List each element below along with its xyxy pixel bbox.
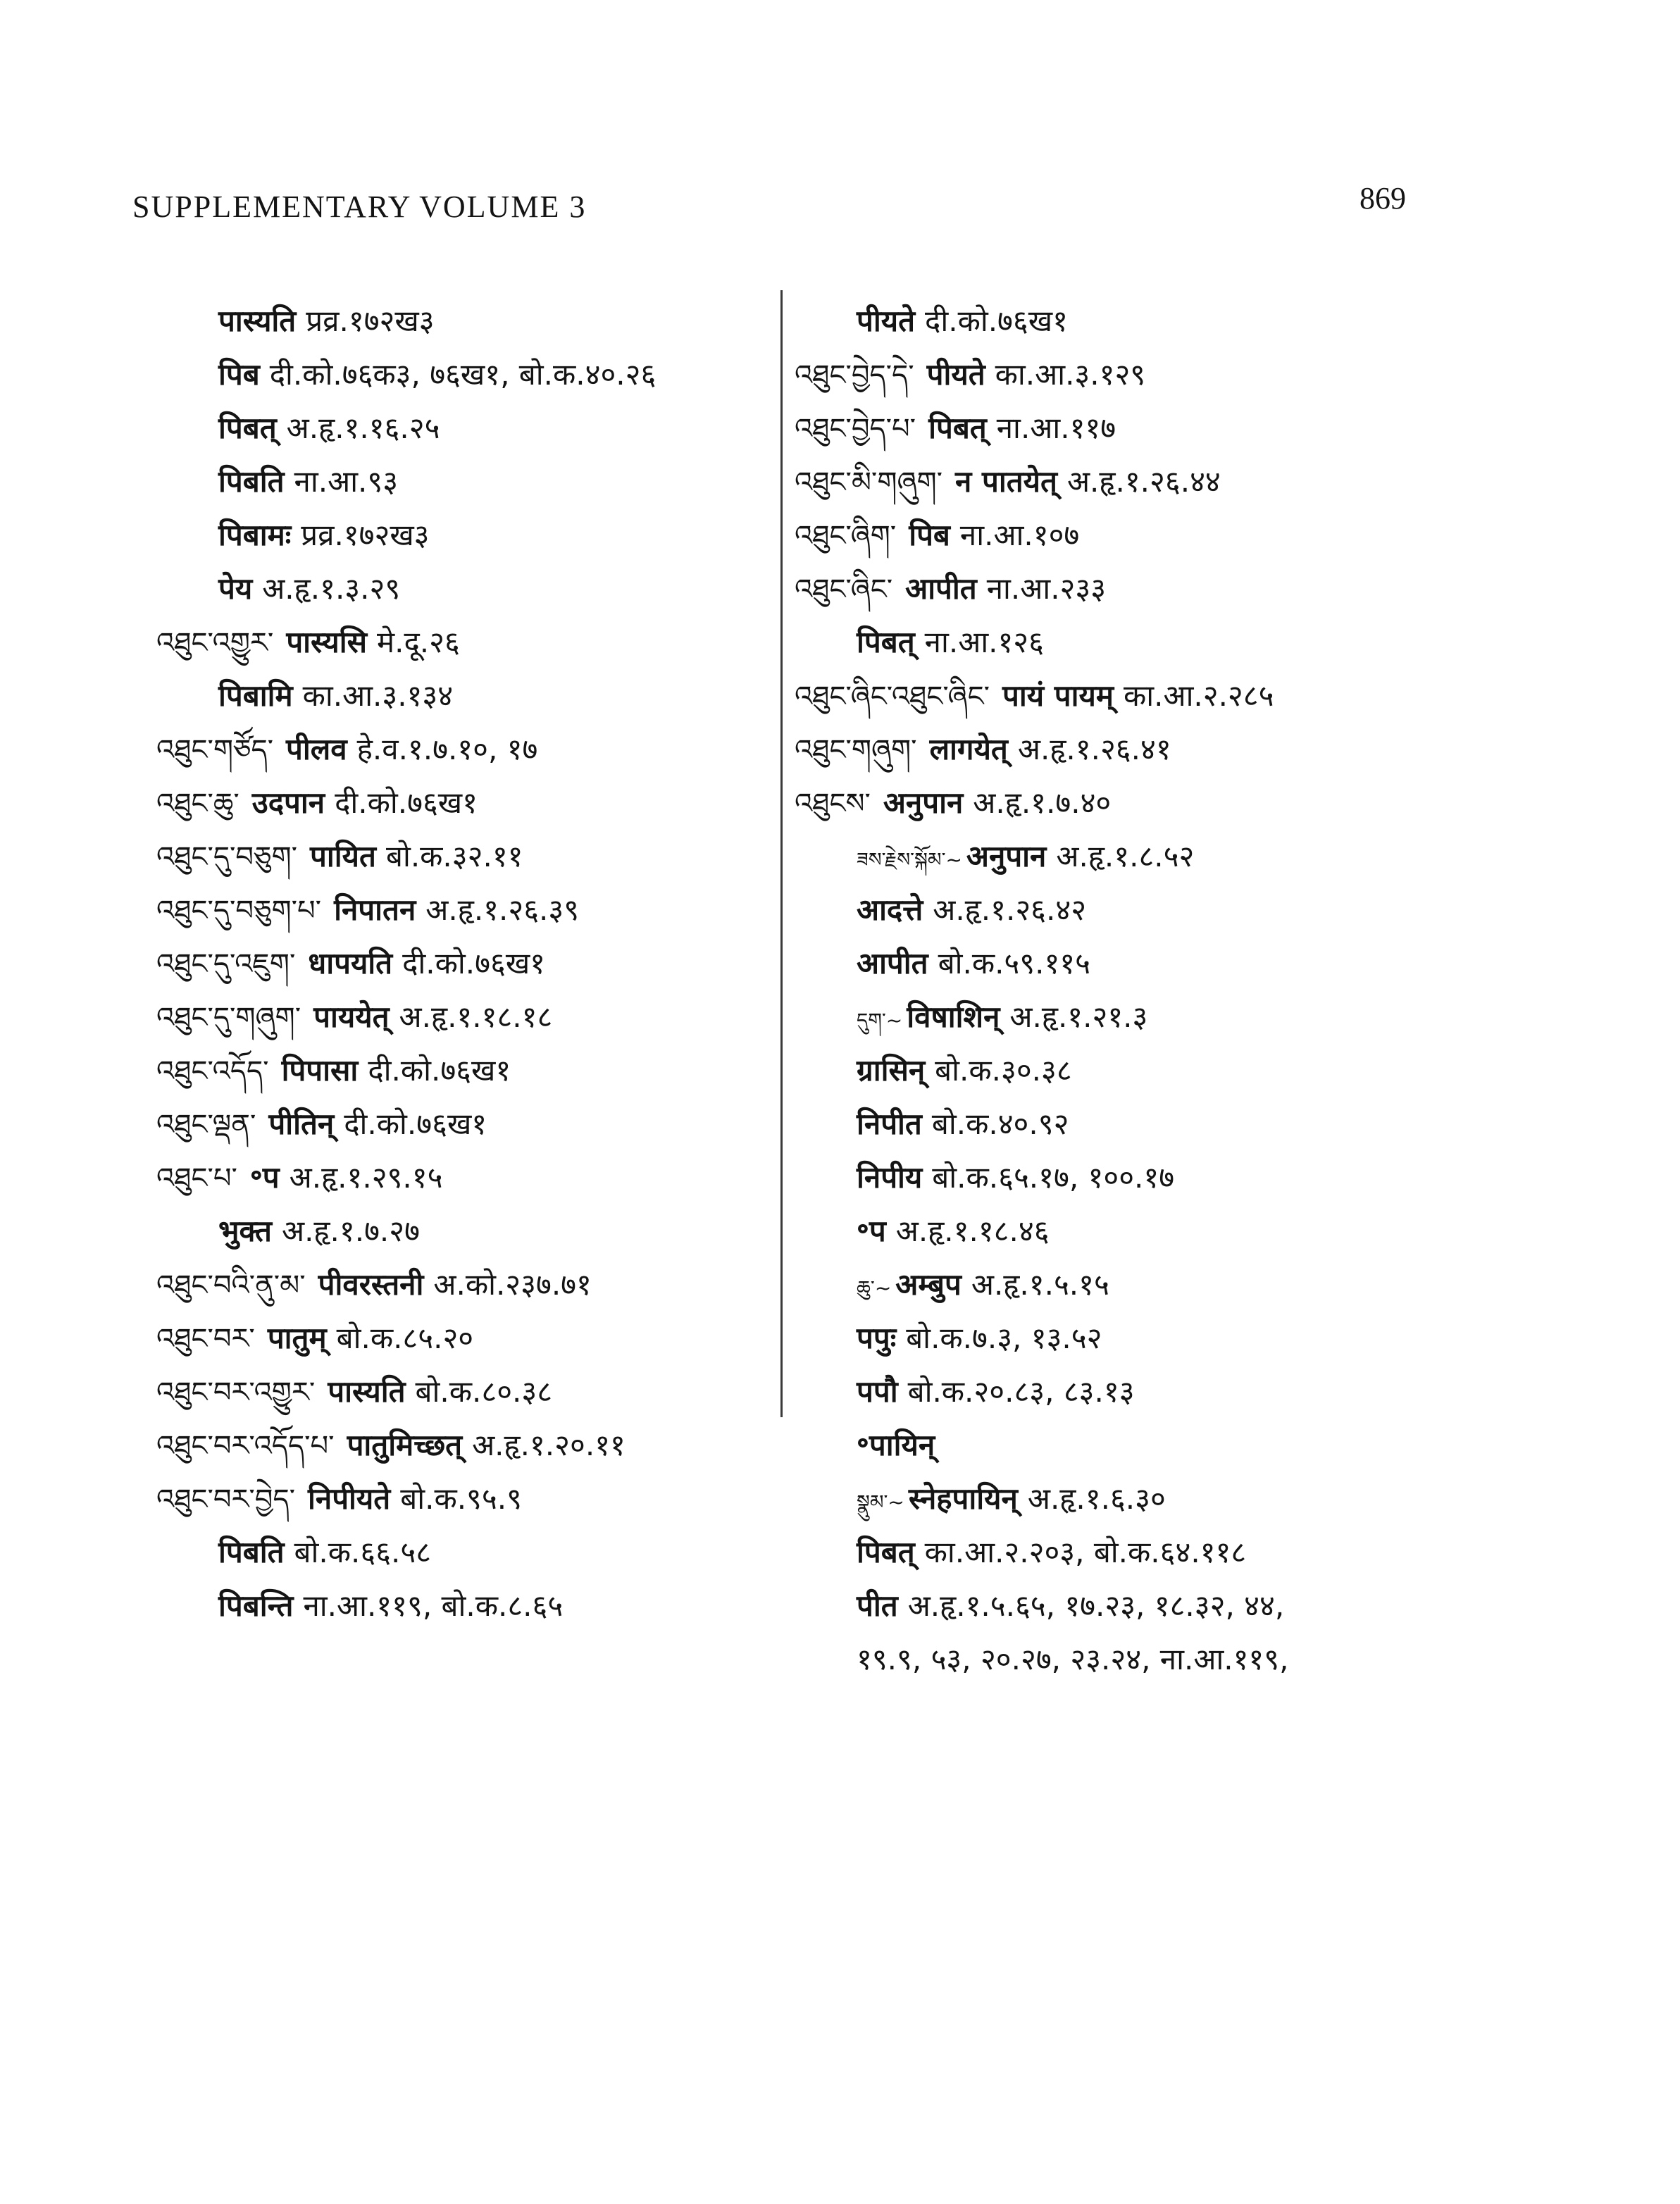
source-reference: प्रव्र.१७२ख३ [306,304,435,338]
dictionary-entry [795,1312,1513,1365]
source-reference: अ.हृ.१.२१.३ [1009,1000,1148,1034]
sanskrit-equivalent: पायं पायम् [1002,678,1114,713]
sanskrit-equivalent: पिबन्ति [218,1588,294,1623]
source-reference: बो.क.४०.९२ [931,1107,1069,1141]
sanskrit-equivalent: पीयते [926,357,985,392]
tibetan-headword: འཐུང་འདོད་ [156,1055,269,1088]
sanskrit-equivalent: पेय [218,571,253,606]
source-reference: १९.९, ५३, २०.२७, २३.२४, ना.आ.११९, [857,1642,1289,1676]
running-head: SUPPLEMENTARY VOLUME 3 [132,189,587,224]
tibetan-headword: ཆུ་~ [857,1276,892,1300]
tibetan-headword: འཐུང་གཞུག་ [795,734,917,766]
sanskrit-equivalent: लागयेत् [929,732,1008,766]
dictionary-entry [795,455,1513,509]
sanskrit-equivalent: धापयति [308,946,393,980]
sanskrit-equivalent: उदपान [251,785,325,820]
dictionary-entry [156,1579,790,1633]
sanskrit-equivalent: पपुः [857,1321,897,1355]
tibetan-headword: འཐུང་བར་ [156,1323,255,1355]
dictionary-entry [795,562,1513,616]
sanskrit-equivalent: आदत्ते [857,892,923,927]
tibetan-headword: འཐུང་འགྱུར་ [156,627,274,659]
tibetan-headword: འཐུང་བྱེད་དེ་ [795,359,914,392]
tibetan-headword: འཐུང་བའི་ནུ་མ་ [156,1269,306,1302]
sanskrit-equivalent: ॰प [249,1160,280,1195]
sanskrit-equivalent: अनुपान [883,785,964,820]
source-reference: अ.हृ.१.२६.४१ [1017,732,1171,766]
sanskrit-equivalent: पिब [218,357,260,392]
dictionary-entry [795,1204,1513,1258]
column-divider [780,290,783,1417]
source-reference: अ.हृ.१.२६.४४ [1066,464,1221,499]
sanskrit-equivalent: भुक्त [218,1214,272,1248]
source-reference: दी.को.७६ख१ [925,304,1068,338]
dictionary-entry [156,776,790,830]
dictionary-entry [156,1419,790,1472]
dictionary-entry [795,1526,1513,1579]
source-reference: दी.को.७६ख१ [344,1107,487,1141]
right-column [795,294,1513,1686]
source-reference: बो.क.५९.११५ [938,946,1090,980]
source-reference: अ.हृ.१.२६.३९ [425,892,580,927]
sanskrit-equivalent: आपीत [905,571,977,606]
tibetan-headword: འཐུང་དུ་གཞུག་ [156,1002,301,1034]
page-number: 869 [1359,181,1406,216]
source-reference: का.आ.३.१३४ [302,678,454,713]
dictionary-entry [795,1365,1513,1419]
dictionary-entry [795,937,1513,990]
source-reference: दी.को.७६क३, ७६ख१, बो.क.४०.२६ [269,357,657,392]
dictionary-entry [795,776,1513,830]
source-reference: अ.हृ.१.२०.११ [472,1428,626,1462]
tibetan-headword: ཟས་རྗེས་སྐོམ་~ [857,848,962,871]
sanskrit-equivalent: न पातयेत् [955,464,1057,499]
dictionary-entry [795,830,1513,883]
dictionary-entry [795,294,1513,348]
tibetan-headword: འཐུང་བར་འདོད་པ་ [156,1430,335,1462]
source-reference: ना.आ.२३३ [986,571,1107,606]
sanskrit-equivalent: पाययेत् [313,1000,390,1034]
source-reference: बो.क.९५.९ [400,1481,522,1516]
sanskrit-equivalent: पिबत् [857,1535,915,1569]
dictionary-entry [156,616,790,669]
sanskrit-equivalent: निपातन [334,892,416,927]
dictionary-entry [795,1258,1513,1312]
source-reference: ना.आ.१०७ [959,518,1080,552]
sanskrit-equivalent: निपीय [857,1160,923,1195]
sanskrit-equivalent: पिबामः [218,518,292,552]
source-reference: ना.आ.११७ [996,411,1116,445]
sanskrit-equivalent: पीयते [857,304,916,338]
dictionary-entry [795,616,1513,669]
dictionary-entry [156,562,790,616]
source-reference: बो.क.८५.२० [336,1321,474,1355]
dictionary-entry [156,830,790,883]
source-reference: का.आ.२.२८५ [1123,678,1274,713]
tibetan-headword: འཐུང་ལྡན་ [156,1109,256,1141]
tibetan-headword: སྣུམ་~ [857,1490,904,1514]
tibetan-headword: དུག་~ [857,1009,903,1032]
tibetan-headword: འཐུང་ཞིག་ [795,520,897,552]
source-reference: हे.व.१.७.१०, १७ [356,732,538,766]
source-reference: बो.क.६६.५८ [294,1535,432,1569]
sanskrit-equivalent: स्नेहपायिन् [908,1481,1018,1516]
source-reference: अ.हृ.१.८.५२ [1056,839,1195,873]
sanskrit-equivalent: ग्रासिन् [857,1053,926,1088]
source-reference: दी.को.७६ख१ [402,946,546,980]
source-reference: अ.हृ.१.५.६५, १७.२३, १८.३२, ४४, [907,1588,1285,1623]
sanskrit-equivalent: पीवरस्तनी [318,1267,424,1302]
dictionary-entry [156,1526,790,1579]
dictionary-entry [795,1097,1513,1151]
source-reference: अ.हृ.१.२६.४२ [933,892,1087,927]
dictionary-entry [795,669,1513,723]
dictionary-entry [795,1044,1513,1097]
tibetan-headword: འཐུང་ཞིང་འཐུང་ཞིང་ [795,680,990,713]
dictionary-entry [156,723,790,776]
tibetan-headword: འཐུང་མི་གཞུག་ [795,466,943,499]
tibetan-headword: འཐུང་བར་འགྱུར་ [156,1376,316,1409]
tibetan-headword: འཐུང་ཞིང་ [795,573,893,606]
source-reference: बो.क.३०.३८ [935,1053,1072,1088]
dictionary-entry [795,1151,1513,1204]
dictionary-entry [156,883,790,937]
dictionary-entry [156,455,790,509]
dictionary-entry [795,509,1513,562]
sanskrit-equivalent: पिबति [218,1535,285,1569]
sanskrit-equivalent: पातुमिच्छत् [347,1428,463,1462]
sanskrit-equivalent: निपीयते [308,1481,391,1516]
dictionary-entry [156,348,790,401]
source-reference: ना.आ.१२६ [924,625,1044,659]
source-reference: बो.क.३२.११ [385,839,523,873]
dictionary-entry [795,723,1513,776]
source-reference: अ.हृ.१.७.४० [973,785,1112,820]
source-reference: बो.क.६५.१७, १००.१७ [932,1160,1175,1195]
sanskrit-equivalent: पिबत् [218,411,277,445]
source-reference: ना.आ.९३ [294,464,399,499]
source-reference: अ.हृ.१.१८.४६ [895,1214,1050,1248]
sanskrit-equivalent: पीत [857,1588,898,1623]
sanskrit-equivalent: आपीत [857,946,928,980]
source-reference: अ.हृ.१.१८.१८ [399,1000,553,1034]
sanskrit-equivalent: पिब [909,518,950,552]
source-reference: अ.को.२३७.७१ [433,1267,592,1302]
tibetan-headword: འཐུང་ཆུ་ [156,787,239,820]
tibetan-headword: འཐུང་བར་བྱེད་ [156,1483,295,1516]
sanskrit-equivalent: ॰प [857,1214,886,1248]
dictionary-entry [156,1204,790,1258]
dictionary-entry [156,1365,790,1419]
source-reference: अ.हृ.१.१६.२५ [286,411,440,445]
sanskrit-equivalent: विषाशिन् [907,1000,1000,1034]
dictionary-entry [795,1579,1513,1633]
dictionary-entry [156,1312,790,1365]
tibetan-headword: འཐུང་དུ་བཅུག་པ་ [156,895,322,927]
dictionary-entry [156,509,790,562]
source-reference: का.आ.२.२०३, बो.क.६४.११८ [924,1535,1247,1569]
sanskrit-equivalent: पायित [310,839,376,873]
sanskrit-equivalent: ॰पायिन् [857,1428,935,1462]
tibetan-headword: འཐུང་པ་ [156,1162,237,1195]
dictionary-entry [156,1097,790,1151]
tibetan-headword: འཐུང་བྱེད་པ་ [795,413,916,445]
sanskrit-equivalent: पिपासा [281,1053,359,1088]
dictionary-entry [795,1419,1513,1472]
source-reference: अ.हृ.१.३.२९ [262,571,401,606]
source-reference: अ.हृ.१.५.१५ [971,1267,1109,1302]
source-reference: बो.क.८०.३८ [415,1374,553,1409]
tibetan-headword: འཐུང་གཙོད་ [156,734,273,766]
dictionary-entry [795,1472,1513,1526]
source-reference: दी.को.७६ख१ [335,785,478,820]
sanskrit-equivalent: पिबति [218,464,285,499]
sanskrit-equivalent: पीतिन् [268,1107,335,1141]
sanskrit-equivalent: अम्बुप [895,1267,962,1302]
dictionary-entry [795,348,1513,401]
dictionary-entry [156,401,790,455]
source-reference: ना.आ.११९, बो.क.८.६५ [303,1588,564,1623]
sanskrit-equivalent: पपौ [857,1374,898,1409]
dictionary-entry [156,937,790,990]
sanskrit-equivalent: पिबामि [218,678,293,713]
source-reference: का.आ.३.१२९ [995,357,1146,392]
tibetan-headword: འཐུངས་ [795,787,871,820]
sanskrit-equivalent: निपीत [857,1107,922,1141]
dictionary-entry [156,1044,790,1097]
dictionary-entry [156,990,790,1044]
source-reference: दी.को.७६ख१ [368,1053,511,1088]
sanskrit-equivalent: अनुपान [966,839,1047,873]
sanskrit-equivalent: पिबत् [857,625,915,659]
dictionary-entry [795,990,1513,1044]
source-reference: अ.हृ.१.७.२७ [281,1214,420,1248]
dictionary-entry [156,669,790,723]
source-reference: बो.क.७.३, १३.५२ [906,1321,1102,1355]
left-column [156,294,790,1633]
sanskrit-equivalent: पास्यसि [286,625,368,659]
source-reference: मे.दू.२६ [377,625,460,659]
dictionary-entry [795,1633,1513,1686]
sanskrit-equivalent: पास्यति [218,304,297,338]
sanskrit-equivalent: पीलव [286,732,347,766]
dictionary-entry [156,1151,790,1204]
sanskrit-equivalent: पिबत् [928,411,987,445]
sanskrit-equivalent: पास्यति [328,1374,406,1409]
source-reference: प्रव्र.१७२ख३ [301,518,430,552]
dictionary-entry [795,401,1513,455]
source-reference: बो.क.२०.८३, ८३.१३ [907,1374,1135,1409]
dictionary-entry [156,294,790,348]
source-reference: अ.हृ.१.२९.१५ [289,1160,443,1195]
tibetan-headword: འཐུང་དུ་བཅུག་ [156,841,298,873]
dictionary-entry [795,883,1513,937]
source-reference: अ.हृ.१.६.३० [1027,1481,1166,1516]
sanskrit-equivalent: पातुम् [267,1321,327,1355]
dictionary-entry [156,1472,790,1526]
tibetan-headword: འཐུང་དུ་འཇུག་ [156,948,296,980]
dictionary-entry [156,1258,790,1312]
